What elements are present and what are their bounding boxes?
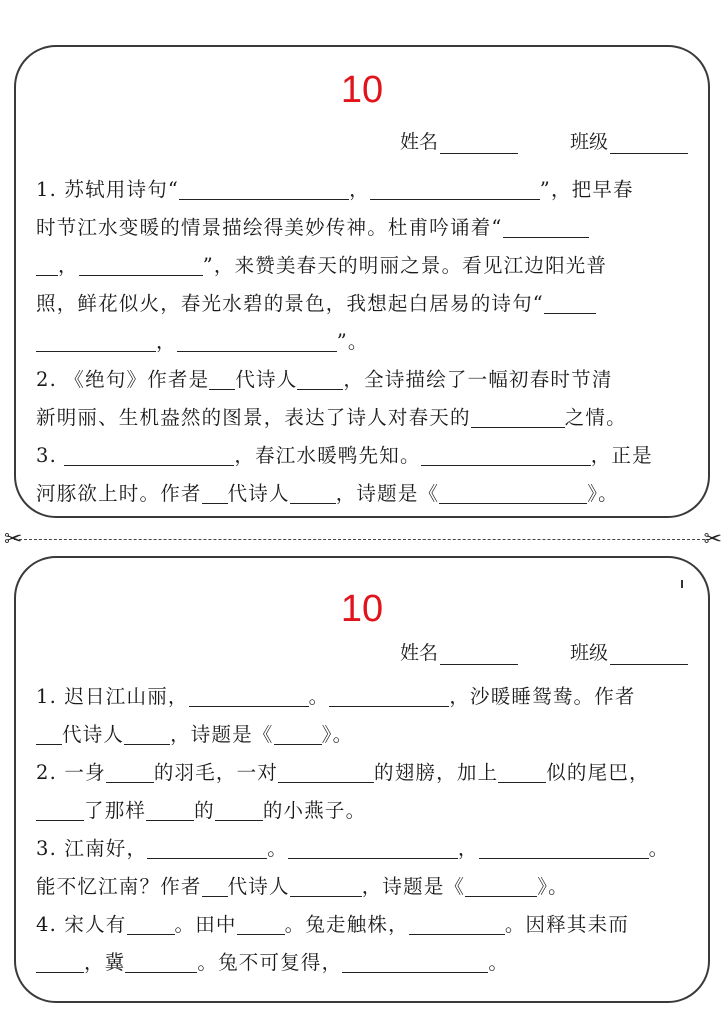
question-text: 。: [488, 951, 510, 974]
class-label: 班级: [569, 642, 608, 664]
answer-blank[interactable]: [297, 369, 343, 390]
text-line: [36, 716, 690, 754]
answer-blank[interactable]: [465, 876, 537, 897]
question-text: 。田中: [174, 913, 237, 936]
scissors-icon: ✂: [703, 527, 722, 552]
text-line: [36, 323, 690, 361]
question-text: 代诗人: [227, 875, 290, 898]
card-number: 10: [340, 69, 384, 111]
question-text: ，: [58, 254, 79, 277]
question-text: 1. 苏轼用诗句“: [36, 178, 180, 201]
answer-blank[interactable]: [124, 724, 170, 745]
answer-blank[interactable]: [36, 255, 58, 276]
text-line: [36, 437, 690, 475]
question-text: 。: [308, 685, 330, 708]
question-text: 代诗人: [227, 482, 290, 505]
answer-blank[interactable]: [439, 483, 587, 504]
answer-blank[interactable]: [237, 914, 285, 935]
question-text: ，: [156, 330, 177, 353]
question-text: ，: [457, 837, 479, 860]
text-line: [36, 361, 690, 399]
question-text: ，全诗描绘了一幅初春时节清: [343, 368, 613, 391]
question-text: ”，来赞美春天的明丽之景。看见江边阳光普: [202, 254, 608, 277]
answer-blank[interactable]: [189, 686, 309, 707]
question-text: 3. 江南好，: [36, 837, 148, 860]
question-text: 》。: [537, 875, 569, 898]
answer-blank[interactable]: [125, 952, 197, 973]
question-text: ，诗题是《: [335, 482, 440, 505]
answer-blank[interactable]: [409, 914, 505, 935]
answer-blank[interactable]: [36, 724, 62, 745]
answer-blank[interactable]: [290, 483, 336, 504]
question-text: 能不忆江南？作者: [36, 875, 202, 898]
worksheet-card-top: [14, 45, 710, 518]
question-text: ，春江水暖鸭先知。: [234, 444, 421, 467]
answer-blank[interactable]: [471, 407, 565, 428]
text-line: [36, 171, 690, 209]
cut-line: [14, 539, 710, 540]
class-field[interactable]: [610, 644, 688, 665]
scissors-icon: ✂: [4, 527, 23, 552]
question-text: ，沙暖睡鸳鸯。作者: [449, 685, 636, 708]
answer-blank[interactable]: [36, 331, 156, 352]
text-line: [36, 209, 690, 247]
answer-blank[interactable]: [106, 762, 154, 783]
answer-blank[interactable]: [177, 331, 337, 352]
question-text: 》。: [587, 482, 619, 505]
text-line: [36, 399, 690, 437]
questions-body: [36, 171, 690, 513]
answer-blank[interactable]: [36, 800, 84, 821]
worksheet-card-bottom: [14, 556, 710, 1003]
answer-blank[interactable]: [64, 445, 234, 466]
question-text: ，正是: [590, 444, 653, 467]
question-text: ，诗题是《: [361, 875, 466, 898]
stray-mark: [681, 580, 683, 588]
answer-blank[interactable]: [147, 838, 267, 859]
text-line: [36, 906, 690, 944]
answer-blank[interactable]: [329, 686, 449, 707]
answer-blank[interactable]: [421, 445, 591, 466]
question-text: 代诗人: [62, 723, 125, 746]
text-line: [36, 754, 690, 792]
question-text: 的翅膀，加上: [374, 761, 499, 784]
text-line: [36, 678, 690, 716]
student-info: [400, 638, 688, 665]
answer-blank[interactable]: [278, 762, 374, 783]
name-label: 姓名: [399, 131, 438, 153]
question-text: 2. 一身: [36, 761, 106, 784]
question-text: ，冀: [84, 951, 126, 974]
card-number: 10: [340, 588, 384, 630]
question-text: 时节江水变暖的情景描绘得美妙传神。杜甫吟诵着“: [36, 216, 503, 239]
answer-blank[interactable]: [209, 369, 235, 390]
answer-blank[interactable]: [274, 724, 322, 745]
question-text: 的小燕子。: [262, 799, 367, 822]
question-text: 。因释其耒而: [504, 913, 630, 936]
question-text: 之情。: [564, 406, 627, 429]
name-field[interactable]: [440, 133, 518, 154]
question-text: 的: [194, 799, 215, 822]
text-line: [36, 868, 690, 906]
question-text: 》。: [321, 723, 354, 746]
question-text: 新明丽、生机盎然的图景，表达了诗人对春天的: [36, 406, 471, 429]
question-text: ，诗题是《: [170, 723, 274, 746]
question-text: 照，鲜花似火，春光水碧的景色，我想起白居易的诗句“: [36, 292, 544, 315]
answer-blank[interactable]: [202, 876, 228, 897]
answer-blank[interactable]: [79, 255, 203, 276]
question-text: 3.: [36, 444, 65, 467]
answer-blank[interactable]: [479, 838, 649, 859]
question-text: 河豚欲上时。作者: [36, 482, 202, 505]
answer-blank[interactable]: [290, 876, 362, 897]
answer-blank[interactable]: [36, 952, 84, 973]
answer-blank[interactable]: [288, 838, 458, 859]
answer-blank[interactable]: [503, 217, 589, 238]
question-text: 4. 宋人有: [36, 913, 127, 936]
question-text: 。: [267, 837, 288, 860]
question-text: ，: [349, 178, 370, 201]
question-text: 1. 迟日江山丽，: [36, 685, 189, 708]
question-text: 。兔走触株，: [284, 913, 409, 936]
question-text: ”。: [336, 330, 369, 353]
answer-blank[interactable]: [179, 179, 349, 200]
class-field[interactable]: [610, 133, 688, 154]
question-text: 了那样: [84, 799, 147, 822]
answer-blank[interactable]: [215, 800, 263, 821]
text-line: [36, 285, 690, 323]
question-text: 似的尾巴，: [546, 761, 650, 784]
question-text: ”，把早春: [539, 178, 634, 201]
question-text: 2. 《绝句》作者是: [36, 368, 210, 391]
text-line: [36, 247, 690, 285]
question-text: 代诗人: [235, 368, 298, 391]
answer-blank[interactable]: [544, 293, 596, 314]
answer-blank[interactable]: [370, 179, 540, 200]
answer-blank[interactable]: [202, 483, 228, 504]
answer-blank[interactable]: [127, 914, 175, 935]
answer-blank[interactable]: [498, 762, 546, 783]
class-label: 班级: [569, 131, 608, 153]
question-text: 。兔不可复得，: [197, 951, 343, 974]
text-line: [36, 830, 690, 868]
answer-blank[interactable]: [342, 952, 488, 973]
student-info: [400, 127, 688, 154]
question-text: 的羽毛，一对: [153, 761, 279, 784]
text-line: [36, 792, 690, 830]
name-label: 姓名: [399, 642, 438, 664]
name-field[interactable]: [440, 644, 518, 665]
text-line: [36, 475, 690, 513]
questions-body: [36, 678, 690, 982]
text-line: [36, 944, 690, 982]
question-text: 。: [648, 837, 670, 860]
answer-blank[interactable]: [146, 800, 194, 821]
